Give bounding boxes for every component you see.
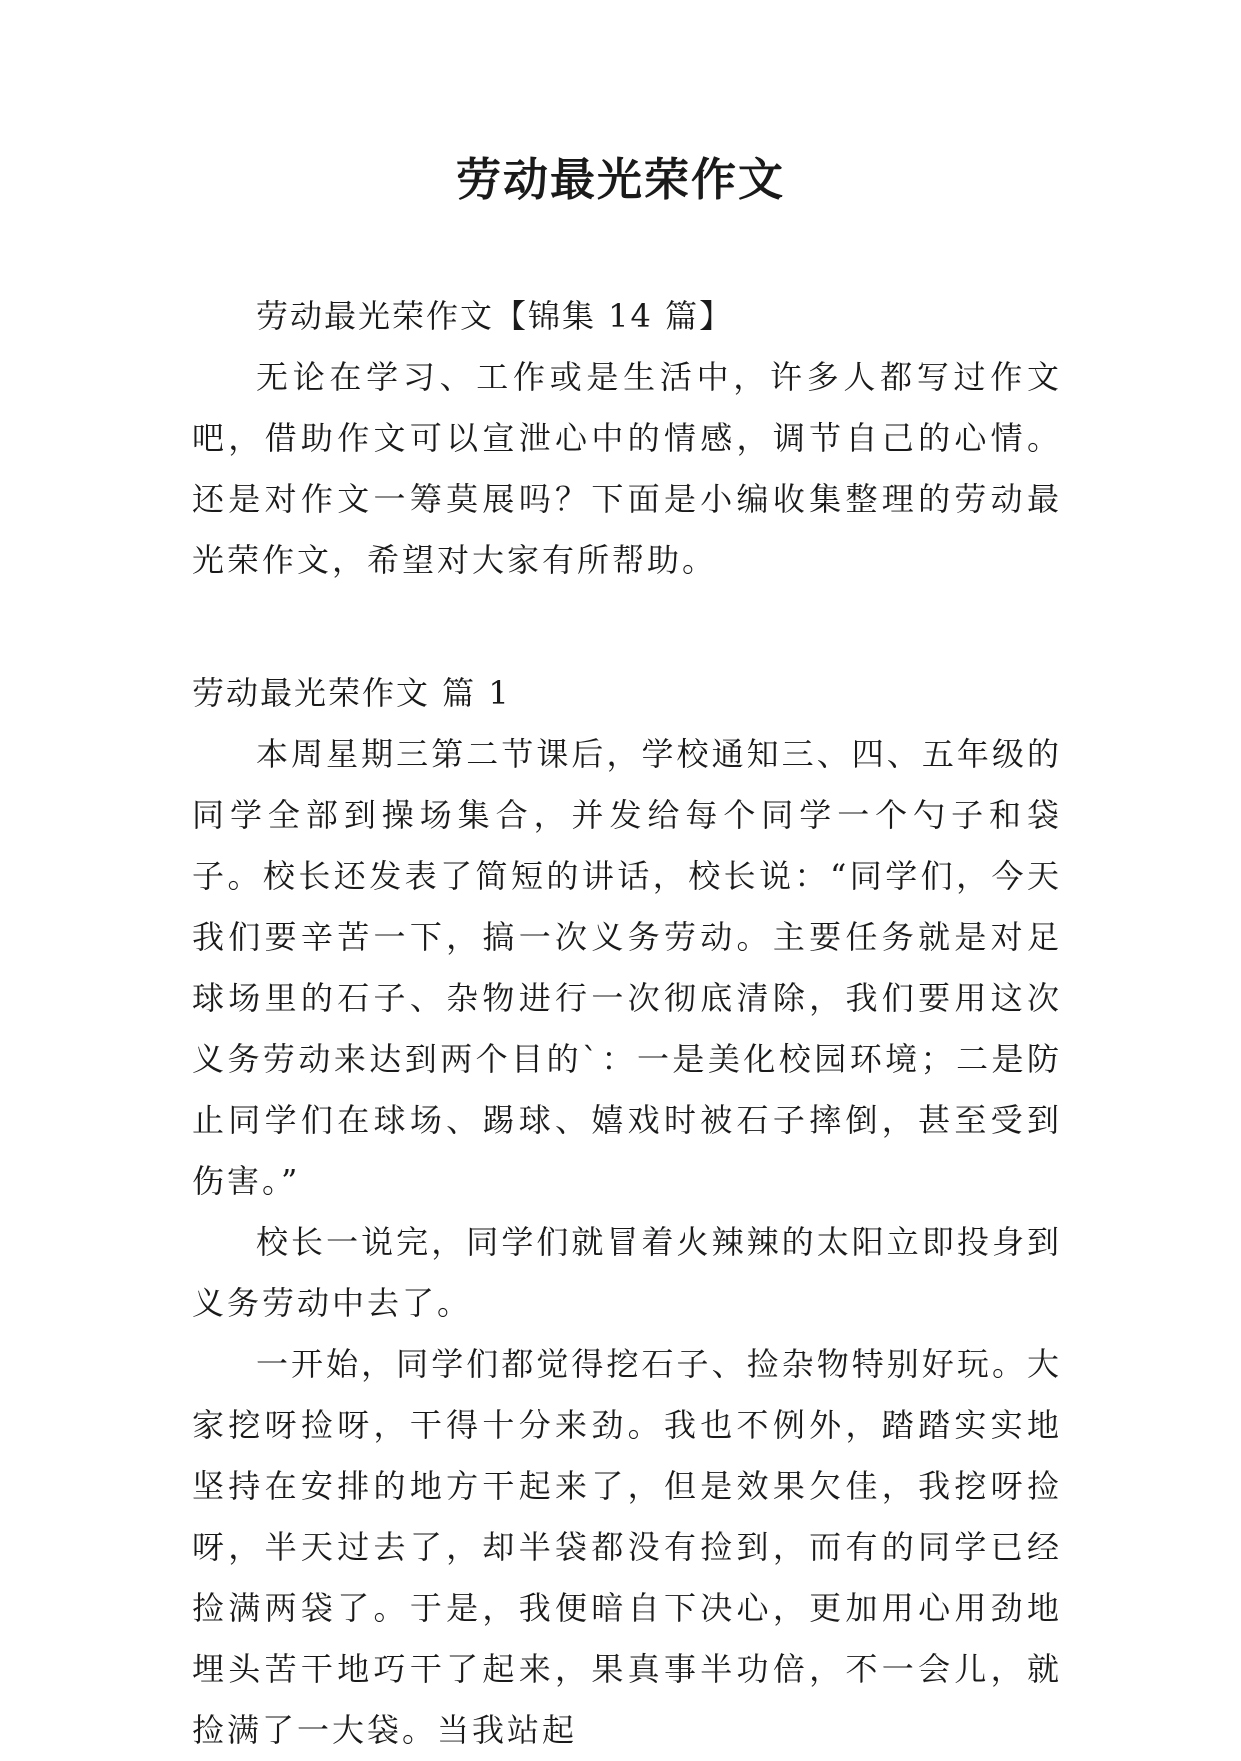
body-paragraph: 本周星期三第二节课后，学校通知三、四、五年级的同学全部到操场集合，并发给每个同学一个勺子和袋子。校长还发表了简短的讲话，校长说：“同学们，今天我们要辛苦一下，搞一次义务劳动。主要任务就是对足球场里的石子、杂物进行一次彻底清除，我们要用这次义务劳动来达到两个目的`：一是美化校园环境；二是防止同学们在球场、踢球、嬉戏时被石子摔倒，甚至受到伤害。” [192, 735, 1062, 1200]
body-paragraph: 校长一说完，同学们就冒着火辣辣的太阳立即投身到义务劳动中去了。 [192, 1223, 1062, 1322]
document-body [192, 286, 1062, 1761]
section-heading: 劳动最光荣作文 篇 1 [192, 674, 511, 712]
intro-paragraph: 无论在学习、工作或是生活中，许多人都写过作文吧，借助作文可以宣泄心中的情感，调节自己的心情。还是对作文一筹莫展吗？下面是小编收集整理的劳动最光荣作文，希望对大家有所帮助。 [192, 358, 1062, 579]
body-paragraph: 一开始，同学们都觉得挖石子、捡杂物特别好玩。大家挖呀捡呀，干得十分来劲。我也不例外，踏踏实实地坚持在安排的地方干起来了，但是效果欠佳，我挖呀捡呀，半天过去了，却半袋都没有捡到，而有的同学已经捡满两袋了。于是，我便暗自下决心，更加用心用劲地埋头苦干地巧干了起来，果真事半功倍，不一会儿，就捡满了一大袋。当我站起 [192, 1345, 1062, 1749]
section-spacer [192, 591, 1062, 663]
document-title: 劳动最光荣作文 [455, 153, 785, 206]
document-subtitle: 劳动最光荣作文【锦集 14 篇】 [256, 297, 734, 335]
